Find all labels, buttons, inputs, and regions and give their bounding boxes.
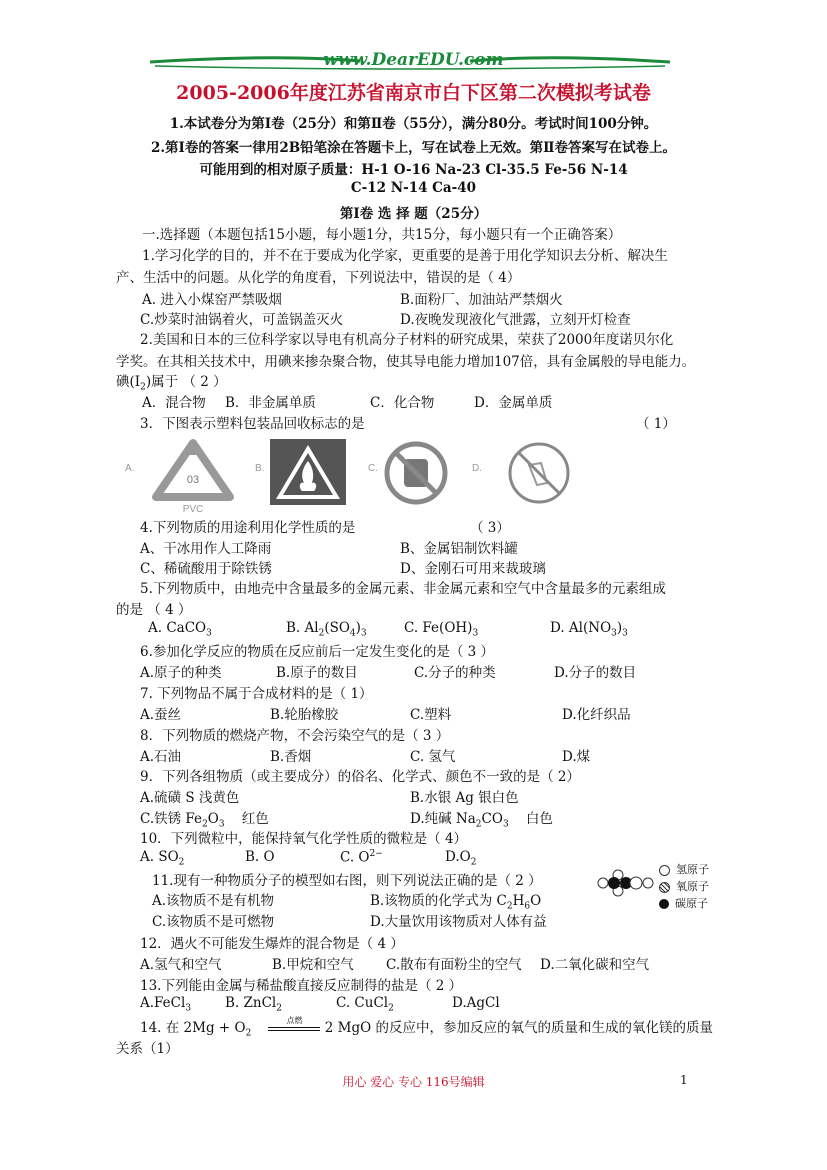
recycle-text: PVC — [182, 504, 204, 515]
q4-option-c: C、稀硫酸用于除铁锈 — [140, 561, 272, 577]
q3-label-c: C. — [368, 463, 378, 474]
q2-line2: 学奖。在其相关技术中，用碘来掺杂聚合物，使其导电能力增加107倍，具有金属般的导电能力。 — [116, 354, 696, 370]
q11-line1: 11.现有一种物质分子的模型如右图，则下列说法正确的是（ 2 ） — [152, 873, 542, 889]
q1-option-d: D.夜晚发现液化气泄露，立刻开灯检查 — [400, 312, 631, 328]
q2-option-c: C．化合物 — [370, 395, 435, 411]
q1-option-c: C.炒菜时油锅着火，可盖锅盖灭火 — [140, 312, 344, 328]
q6-option-d: D.分子的数目 — [554, 665, 637, 681]
q5-option-c: C. $Fe(OH)_3$ — [404, 620, 479, 639]
exam-title: 2005-2006年度江苏省南京市白下区第二次模拟考试卷 — [176, 82, 651, 104]
q4-option-d: D、金刚石可用来裁玻璃 — [400, 561, 546, 577]
q1-line1: 1.学习化学的目的，并不在于要成为化学家，更重要的是善于用化学知识去分析、解决生 — [142, 248, 668, 264]
q3-label-d: D. — [472, 463, 482, 474]
q12-option-c: C.散布有面粉尘的空气 — [386, 957, 522, 973]
q13-option-c: C. CuCl$_2$ — [336, 995, 394, 1014]
q5-line1: 5.下列物质中，由地壳中含量最多的金属元素、非金属元素和空气中含量最多的元素组成 — [140, 581, 666, 597]
q13-line1: 13.下列能由金属与稀盐酸直接反应制得的盐是（ 2 ） — [140, 978, 463, 994]
q9-option-d: D.纯碱 $Na_2CO_3$ 白色 — [410, 811, 553, 830]
page-number: 1 — [680, 1073, 688, 1087]
q11-option-d: D.大量饮用该物质对人体有益 — [370, 914, 547, 930]
q10-option-d: $D.O_2$ — [445, 849, 477, 868]
q11-option-b: B.该物质的化学式为 $C_2H_6O$ — [370, 893, 542, 912]
q12-line1: 12．遇火不可能发生爆炸的混合物是（ 4 ） — [140, 936, 404, 952]
q7-option-d: D.化纤织品 — [562, 707, 631, 723]
q5-option-b: B. $Al_2(SO_4)_3$ — [286, 620, 367, 639]
q9-line1: 9．下列各组物质（或主要成分）的俗名、化学式、颜色不一致的是（ 2） — [140, 769, 580, 785]
q2-option-d: D．金属单质 — [474, 395, 553, 411]
q1-option-a: A. 进入小煤窑严禁吸烟 — [142, 292, 282, 308]
q9-option-c: C.铁锈 $Fe_2O_3$ 红色 — [140, 811, 269, 830]
reaction-condition: 点燃 — [268, 1027, 320, 1031]
flammable-icon — [270, 439, 346, 505]
q8-option-b: B.香烟 — [270, 749, 312, 765]
q3-label-a: A. — [125, 463, 135, 474]
q3-symbols — [120, 437, 580, 517]
q10-line1: 10．下列微粒中，能保持氧气化学性质的微粒是（ 4） — [140, 831, 468, 847]
q13-option-a: A.FeCl$_3$ — [140, 995, 192, 1014]
legend-carbon: 碳原子 — [659, 895, 709, 912]
legend-hydrogen: 氢原子 — [659, 861, 709, 878]
q12-option-b: B.甲烷和空气 — [272, 957, 354, 973]
q2-option-b: B．非金属单质 — [225, 395, 316, 411]
q4-option-b: B、金属铝制饮料罐 — [400, 541, 518, 557]
q8-option-a: A.石油 — [140, 749, 182, 765]
q5-option-d: D. $Al(NO_3)_3$ — [550, 620, 628, 639]
q4-option-a: A、干冰用作人工降雨 — [140, 541, 272, 557]
q4-line1: 4.下列物质的用途利用化学性质的是 — [140, 520, 356, 536]
legend-oxygen: 氧原子 — [659, 878, 709, 895]
q10-option-b: B. O — [245, 849, 275, 865]
q13-option-d: D.AgCl — [452, 995, 500, 1011]
no-dumping-icon — [382, 439, 450, 507]
recycle-number: 03 — [186, 474, 200, 486]
note-1: 1.本试卷分为第Ⅰ卷（25分）和第Ⅱ卷（55分），满分80分。考试时间100分钟。 — [169, 116, 658, 132]
q4-answer: （ 3） — [470, 520, 510, 536]
q14-line2: 关系（1） — [116, 1041, 179, 1057]
footer-text: 用心 爱心 专心 116号编辑 — [342, 1075, 485, 1089]
q9-option-b: B.水银 Ag 银白色 — [410, 790, 519, 806]
q12-option-a: A.氢气和空气 — [140, 957, 222, 973]
q8-line1: 8．下列物质的燃烧产物，不会污染空气的是（ 3 ） — [140, 728, 450, 744]
q2-line1: 2.美国和日本的三位科学家以导电有机高分子材料的研究成果，荣获了2000年度诺贝尔化 — [140, 332, 674, 348]
q10-option-c: C. $O^{2-}$ — [340, 849, 383, 866]
molecule-legend — [659, 861, 709, 912]
q10-option-a: A. $SO_2$ — [140, 849, 185, 868]
q9-option-a: A.硫磺 S 浅黄色 — [140, 790, 240, 806]
q2-option-a: A．混合物 — [142, 395, 206, 411]
q7-line1: 7. 下列物品不属于合成材料的是（ 1） — [140, 686, 373, 702]
q7-option-c: C.塑料 — [410, 707, 452, 723]
q5-line2: 的是 （ 4 ） — [116, 602, 192, 618]
part-title: 第Ⅰ卷 选 择 题（25分） — [339, 206, 488, 222]
q7-option-a: A.蚕丝 — [140, 707, 182, 723]
no-littering-icon — [505, 439, 573, 507]
q14-line1: 14. 在 $2Mg + O_2$ 点燃 2 MgO 的反应中，参加反应的氧气的质量和生成的氧化镁的质量 — [140, 1015, 713, 1039]
q3-label-b: B. — [255, 463, 265, 474]
q6-option-c: C.分子的种类 — [414, 665, 496, 681]
q6-option-a: A.原子的种类 — [140, 665, 222, 681]
note-atomic-mass-2: C-12 N-14 Ca-40 — [350, 180, 477, 196]
q7-option-b: B.轮胎橡胶 — [270, 707, 339, 723]
q8-option-c: C. 氢气 — [410, 749, 456, 765]
q8-option-d: D.煤 — [562, 749, 591, 765]
q1-line2: 产、生活中的问题。从化学的角度看，下列说法中，错误的是（ 4） — [116, 270, 521, 286]
q2-line3: 碘$(I_2)$属于 （ 2 ） — [116, 374, 227, 393]
molecule-model — [596, 865, 656, 901]
q6-line1: 6.参加化学反应的物质在反应前后一定发生变化的是（ 3 ） — [140, 644, 495, 660]
site-url: www.DearEDU.com — [323, 50, 504, 70]
q5-option-a: A. CaCO$_3$ — [148, 620, 212, 639]
section-heading: 一.选择题（本题包括15小题，每小题1分，共15分，每小题只有一个正确答案） — [142, 227, 622, 243]
q11-option-c: C.该物质不是可燃物 — [152, 914, 275, 930]
note-atomic-mass: 可能用到的相对原子质量：H-1 O-16 Na-23 Cl-35.5 Fe-56 N-14 — [199, 162, 628, 178]
note-2: 2.第Ⅰ卷的答案一律用2B铅笔涂在答题卡上，写在试卷上无效。第Ⅱ卷答案写在试卷上。 — [150, 140, 677, 156]
q1-option-b: B.面粉厂、加油站严禁烟火 — [400, 292, 563, 308]
q12-option-d: D.二氧化碳和空气 — [540, 957, 650, 973]
recycle-icon — [148, 437, 238, 515]
q6-option-b: B.原子的数目 — [276, 665, 358, 681]
q3-answer: （ 1） — [636, 416, 676, 432]
q11-option-a: A.该物质不是有机物 — [152, 893, 275, 909]
q13-option-b: B. ZnCl$_2$ — [225, 995, 282, 1014]
q3-line1: 3．下图表示塑料包装品回收标志的是 — [140, 416, 365, 432]
